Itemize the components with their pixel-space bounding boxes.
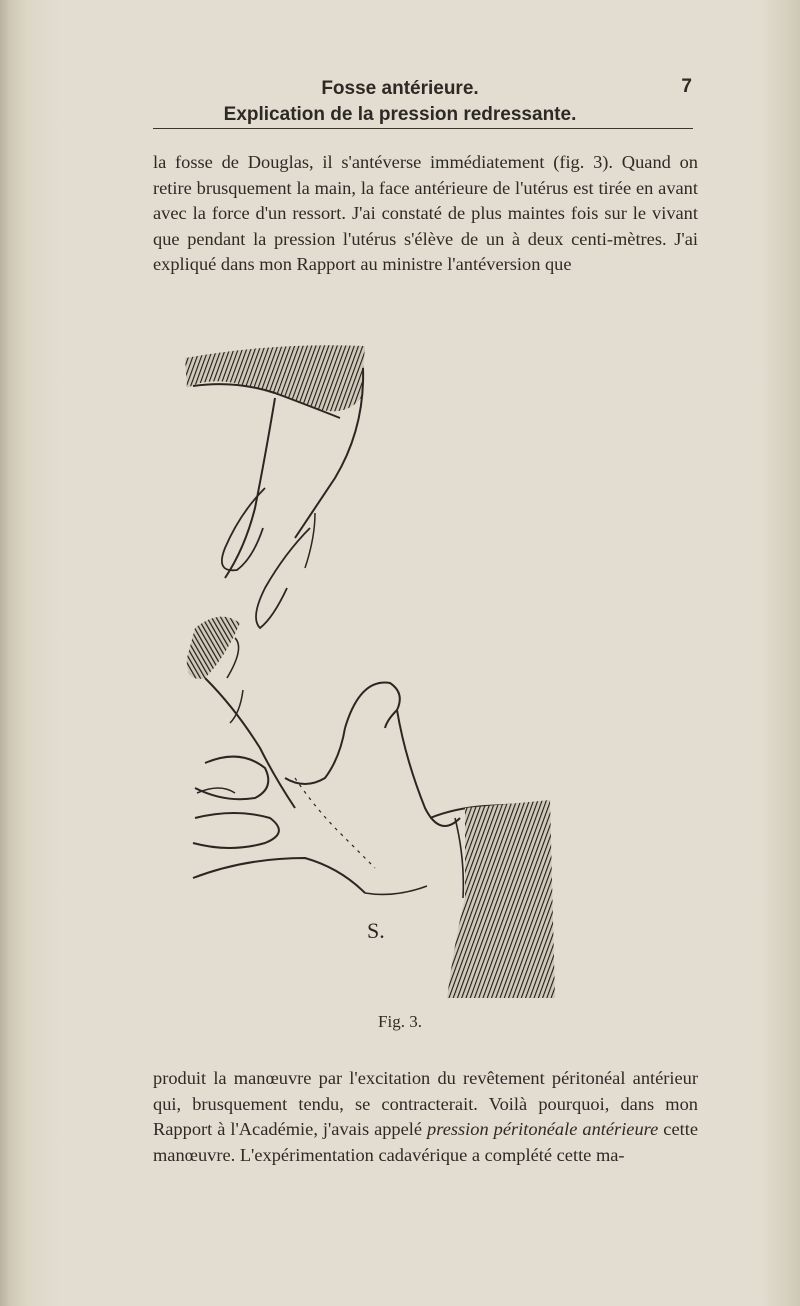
- figure-hand-illustration: [165, 338, 605, 998]
- page-number: 7: [681, 76, 692, 97]
- header-subtitle: Explication de la pression redressante.: [223, 104, 577, 125]
- running-header: [0, 76, 800, 128]
- figure-caption: Fig. 3.: [378, 1012, 422, 1031]
- paragraph-top: la fosse de Douglas, il s'antéverse immédiatement (fig. 3). Quand on retire brusquement la main, la face antérieure de l'utérus est tirée en avant avec la force d'un ressort. J'ai constaté de plus maintes fois sur le vivant que pendant la pression l'utérus s'élève de un à deux centi-mètres. J'ai expliqué dans mon Rapport au ministre l'antéversion que: [153, 152, 698, 274]
- header-title: Fosse antérieure.: [321, 78, 479, 99]
- header-rule: [153, 128, 693, 129]
- paragraph-bottom-text-b: cette manœuvre. L'expérimentation cadavérique a complété cette ma-: [153, 1119, 698, 1165]
- upper-hand-drawing: [185, 345, 365, 808]
- figure-label: S.: [367, 918, 385, 943]
- paragraph-bottom-italic: pression péritonéale antérieure: [427, 1119, 659, 1139]
- paragraph-bottom-text-a: produit la manœuvre par l'excitation du revêtement péritonéal antérieur qui, brusquement tendu, se contracterait. Voilà pourquoi, dans mon Rapport à l'Académie, j'avais appelé: [153, 1068, 698, 1139]
- paragraph-bottom: [153, 1066, 698, 1168]
